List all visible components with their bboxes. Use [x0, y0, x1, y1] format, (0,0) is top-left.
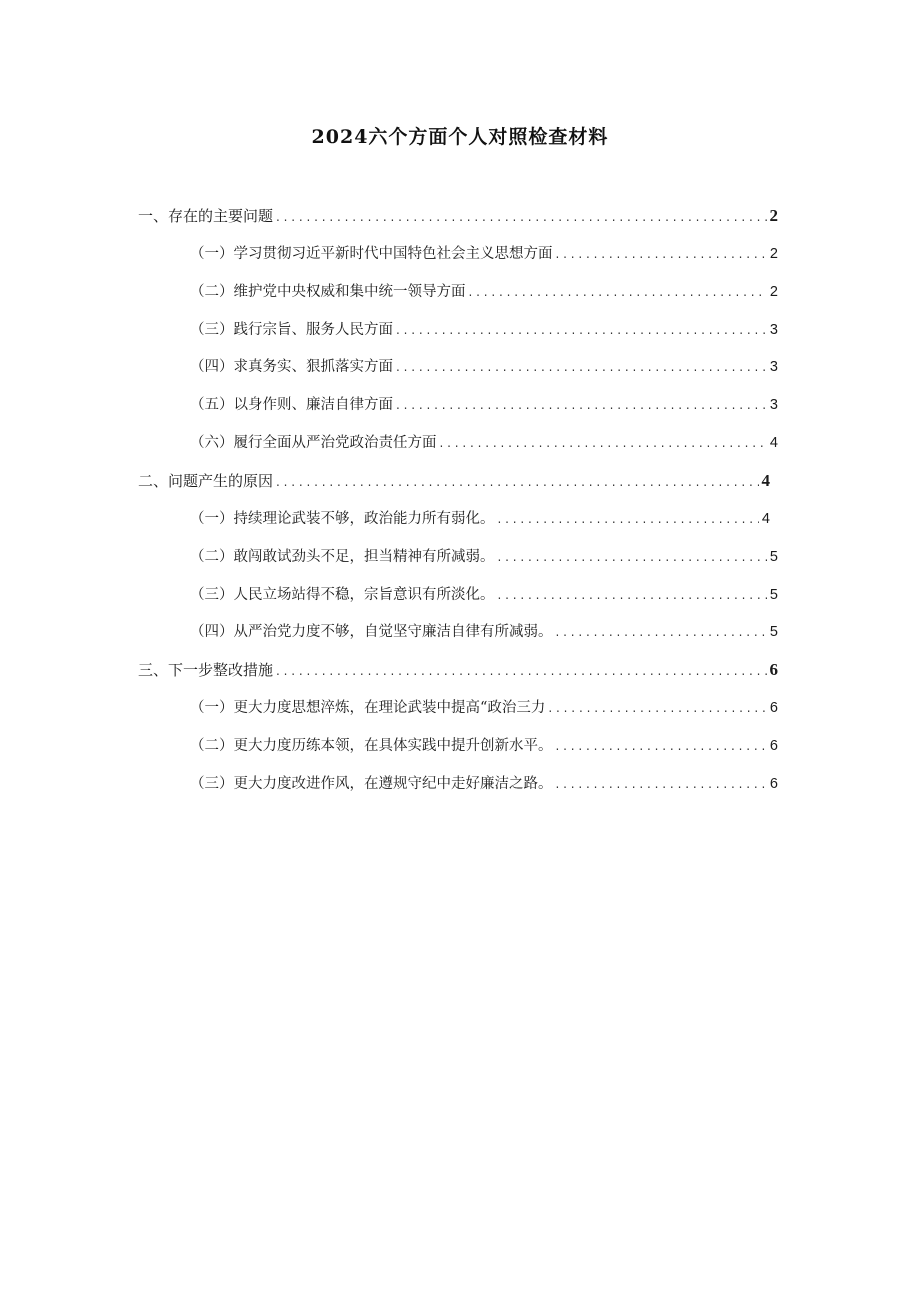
toc-entry-text: 三、下一步整改措施 [138, 661, 274, 679]
toc-page-number: 6 [769, 660, 778, 679]
toc-entry-section-3-1[interactable] [190, 698, 778, 718]
toc-page-number: 2 [769, 284, 778, 300]
toc-entry-text: （四）求真务实、狠抓落实方面 [190, 359, 393, 375]
toc-entry-section-1-5[interactable] [190, 395, 778, 415]
toc-page-number: 4 [761, 511, 770, 527]
toc-entry-section-1-1[interactable] [190, 244, 778, 264]
toc-entry-section-2-3[interactable] [190, 585, 778, 605]
toc-entry-text: 二、问题产生的原因 [138, 472, 274, 490]
toc-dot-leader [498, 585, 767, 605]
toc-entry-section-2-2[interactable] [190, 547, 778, 567]
toc-dot-leader [498, 547, 767, 567]
toc-dot-leader [556, 244, 767, 264]
toc-dot-leader [498, 509, 759, 529]
toc-dot-leader [276, 472, 758, 492]
toc-entry-text: （一）学习贯彻习近平新时代中国特色社会主义思想方面 [190, 246, 553, 262]
toc-entry-section-1[interactable] [138, 206, 778, 226]
toc-entry-text: （二）更大力度历练本领，在具体实践中提升创新水平。 [190, 738, 553, 754]
toc-page-number: 3 [769, 322, 778, 338]
toc-entry-text: （六）履行全面从严治党政治责任方面 [190, 435, 437, 451]
toc-page-number: 5 [769, 587, 778, 603]
toc-entry-text: 一、存在的主要问题 [138, 207, 274, 225]
toc-entry-text: （五）以身作则、廉洁自律方面 [190, 397, 393, 413]
toc-entry-text: （三）更大力度改进作风，在遵规守纪中走好廉洁之路。 [190, 776, 553, 792]
toc-dot-leader [469, 282, 767, 302]
toc-page-number: 3 [769, 397, 778, 413]
document-title: 2024六个方面个人对照检查材料 [311, 126, 609, 148]
toc-entry-text: （三）践行宗旨、服务人民方面 [190, 322, 393, 338]
toc-entry-text: （三）人民立场站得不稳，宗旨意识有所淡化。 [190, 587, 495, 603]
toc-entry-text: （二）敢闯敢试劲头不足，担当精神有所减弱。 [190, 549, 495, 565]
toc-entry-section-1-6[interactable] [190, 433, 778, 453]
toc-dot-leader [548, 698, 767, 718]
toc-dot-leader [396, 320, 767, 340]
toc-dot-leader [396, 357, 767, 377]
toc-entry-section-3[interactable] [138, 660, 778, 680]
toc-entry-text: （四）从严治党力度不够，自觉坚守廉洁自律有所减弱。 [190, 624, 553, 640]
toc-entry-section-3-3[interactable] [190, 774, 778, 794]
toc-entry-section-2-1[interactable] [190, 509, 770, 529]
toc-page-number: 5 [769, 624, 778, 640]
toc-page-number: 3 [769, 359, 778, 375]
toc-entry-section-2[interactable] [138, 471, 770, 491]
toc-page-number: 6 [769, 700, 778, 716]
toc-dot-leader [276, 661, 766, 681]
toc-dot-leader [556, 736, 767, 756]
toc-page-number: 4 [761, 471, 770, 490]
toc-entry-section-1-4[interactable] [190, 357, 778, 377]
toc-page-number: 2 [769, 246, 778, 262]
toc-entry-text: （二）维护党中央权威和集中统一领导方面 [190, 284, 466, 300]
toc-entry-text: （一）更大力度思想淬炼，在理论武装中提高“政治三力 [190, 700, 546, 716]
toc-entry-section-3-2[interactable] [190, 736, 778, 756]
toc-page-number: 6 [769, 738, 778, 754]
toc-page-number: 4 [769, 435, 778, 451]
toc-dot-leader [396, 395, 767, 415]
toc-dot-leader [556, 774, 767, 794]
toc-entry-section-2-4[interactable] [190, 622, 778, 642]
toc-entry-section-1-2[interactable] [190, 282, 778, 302]
toc-dot-leader [276, 207, 766, 227]
toc-page-number: 2 [769, 206, 778, 225]
toc-entry-section-1-3[interactable] [190, 320, 778, 340]
toc-page-number: 6 [769, 776, 778, 792]
toc-dot-leader [440, 433, 767, 453]
toc-entry-text: （一）持续理论武装不够，政治能力所有弱化。 [190, 511, 495, 527]
toc-page-number: 5 [769, 549, 778, 565]
toc-dot-leader [556, 622, 767, 642]
